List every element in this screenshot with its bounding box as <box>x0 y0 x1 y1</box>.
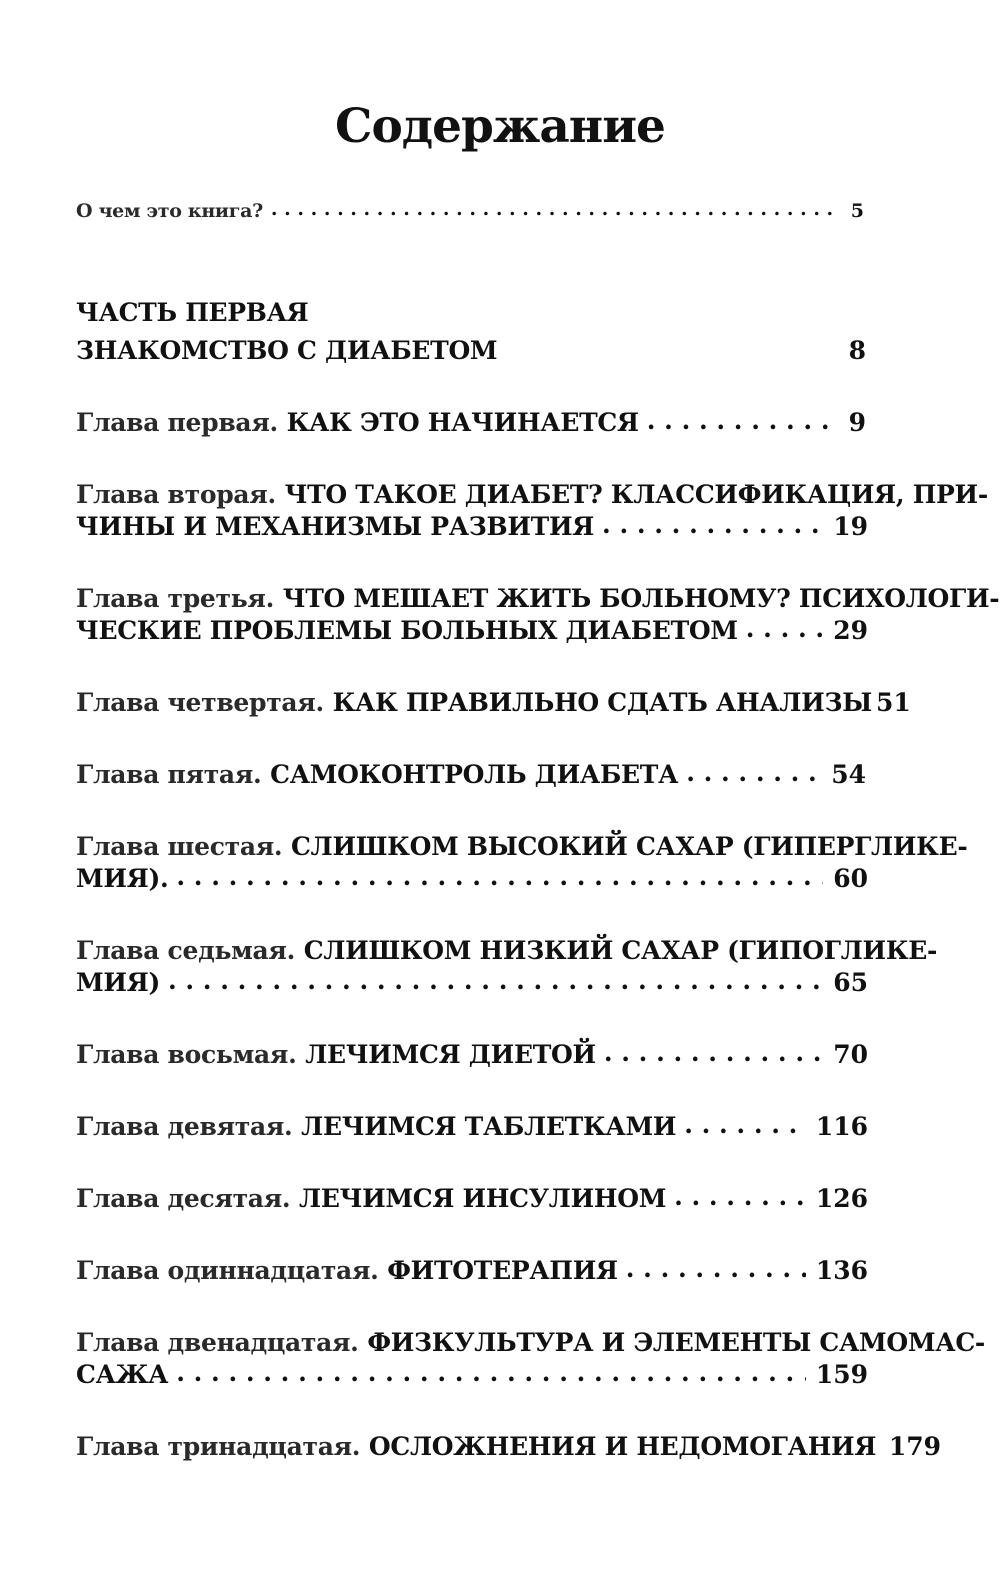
chapter-page: 60 <box>833 864 868 893</box>
chapter-label: Глава восьмая. <box>76 1040 297 1069</box>
toc-entry-chapter-11[interactable] <box>76 1254 868 1288</box>
chapter-title-line2: САЖА <box>76 1360 169 1389</box>
chapter-label: Глава тринадцатая. <box>76 1432 361 1461</box>
leader-dots <box>176 860 823 894</box>
chapter-title: ОСЛОЖНЕНИЯ И НЕДОМОГАНИЯ <box>368 1432 877 1461</box>
chapter-page: 9 <box>848 408 866 437</box>
chapter-label: Глава десятая. <box>76 1184 291 1213</box>
chapter-title: ЛЕЧИМСЯ ТАБЛЕТКАМИ <box>301 1112 677 1141</box>
chapter-page: 159 <box>815 1360 868 1389</box>
chapter-title-line1: ЧТО ТАКОЕ ДИАБЕТ? КЛАССИФИКАЦИЯ, ПРИ- <box>284 480 988 509</box>
toc-entry-part[interactable] <box>76 334 866 368</box>
toc-entry-intro[interactable] <box>76 194 864 228</box>
chapter-label: Глава шестая. <box>76 832 283 861</box>
leader-dots <box>647 404 839 438</box>
toc-entry-chapter-2[interactable] <box>76 478 988 512</box>
chapter-page: 116 <box>815 1112 868 1141</box>
chapter-page: 70 <box>833 1040 868 1069</box>
toc-entry-chapter-1[interactable] <box>76 406 866 440</box>
leader-dots <box>674 1180 806 1214</box>
toc-entry-chapter-8[interactable] <box>76 1038 868 1072</box>
leader-dots <box>684 1108 806 1142</box>
leader-dots <box>602 508 823 542</box>
leader-dots <box>626 1252 806 1286</box>
toc-entry-chapter-12-cont[interactable] <box>76 1358 868 1392</box>
chapter-page: 179 <box>888 1432 941 1461</box>
chapter-label: Глава первая. <box>76 408 278 437</box>
leader-dots <box>604 1036 823 1070</box>
toc-entry-chapter-7-cont[interactable] <box>76 966 868 1000</box>
chapter-title-line1: СЛИШКОМ НИЗКИЙ САХАР (ГИПОГЛИКЕ- <box>303 936 938 965</box>
toc-entry-chapter-7[interactable] <box>76 934 937 968</box>
chapter-label: Глава седьмая. <box>76 936 296 965</box>
part-heading-line1: ЧАСТЬ ПЕРВАЯ <box>76 298 309 327</box>
chapter-page: 54 <box>831 760 866 789</box>
chapter-label: Глава третья. <box>76 584 274 613</box>
toc-entry-chapter-4[interactable] <box>76 686 911 720</box>
leader-dots <box>271 192 841 226</box>
chapter-label: Глава одиннадцатая. <box>76 1256 379 1285</box>
chapter-title-line1: СЛИШКОМ ВЫСОКИЙ САХАР (ГИПЕРГЛИКЕ- <box>291 832 968 861</box>
chapter-title-line2: ЧИНЫ И МЕХАНИЗМЫ РАЗВИТИЯ <box>76 512 595 541</box>
toc-entry-chapter-5[interactable] <box>76 758 866 792</box>
intro-page: 5 <box>850 200 864 222</box>
toc-entry-chapter-13[interactable] <box>76 1430 941 1464</box>
chapter-label: Глава вторая. <box>76 480 276 509</box>
chapter-title: САМОКОНТРОЛЬ ДИАБЕТА <box>270 760 679 789</box>
chapter-page: 29 <box>833 616 868 645</box>
chapter-page: 126 <box>815 1184 868 1213</box>
chapter-title-line1: ФИЗКУЛЬТУРА И ЭЛЕМЕНТЫ САМОМАС- <box>367 1328 985 1357</box>
chapter-label: Глава двенадцатая. <box>76 1328 359 1357</box>
leader-dots <box>686 756 821 790</box>
toc-entry-chapter-9[interactable] <box>76 1110 868 1144</box>
chapter-page: 136 <box>815 1256 868 1285</box>
chapter-page: 19 <box>833 512 868 541</box>
chapter-title: КАК ПРАВИЛЬНО СДАТЬ АНАЛИЗЫ <box>332 688 872 717</box>
page-title: Содержание <box>335 99 665 154</box>
chapter-title: ЛЕЧИМСЯ ИНСУЛИНОМ <box>299 1184 667 1213</box>
chapter-title-line1: ЧТО МЕШАЕТ ЖИТЬ БОЛЬНОМУ? ПСИХОЛОГИ- <box>282 584 1000 613</box>
toc-entry-chapter-6-cont[interactable] <box>76 862 868 896</box>
chapter-page: 51 <box>875 688 911 717</box>
chapter-title-line2: ЧЕСКИЕ ПРОБЛЕМЫ БОЛЬНЫХ ДИАБЕТОМ <box>76 616 738 645</box>
chapter-label: Глава четвертая. <box>76 688 324 717</box>
chapter-title: ЛЕЧИМСЯ ДИЕТОЙ <box>305 1040 596 1069</box>
chapter-page: 65 <box>833 968 868 997</box>
chapter-title: ФИТОТЕРАПИЯ <box>387 1256 618 1285</box>
chapter-title-line2: МИЯ). <box>76 864 169 893</box>
leader-dots <box>176 1356 806 1390</box>
toc-entry-chapter-3[interactable] <box>76 582 999 616</box>
toc-entry-chapter-12[interactable] <box>76 1326 985 1360</box>
toc-entry-chapter-6[interactable] <box>76 830 967 864</box>
part-heading-line2: ЗНАКОМСТВО С ДИАБЕТОМ <box>76 336 498 365</box>
chapter-label: Глава девятая. <box>76 1112 293 1141</box>
chapter-title: КАК ЭТО НАЧИНАЕТСЯ <box>286 408 639 437</box>
chapter-label: Глава пятая. <box>76 760 262 789</box>
chapter-title-line2: МИЯ) <box>76 968 160 997</box>
toc-entry-chapter-10[interactable] <box>76 1182 868 1216</box>
toc-entry-chapter-3-cont[interactable] <box>76 614 868 648</box>
part-page: 8 <box>848 336 866 365</box>
intro-label: О чем это книга? <box>76 200 263 222</box>
leader-dots <box>746 612 823 646</box>
leader-dots <box>168 964 823 998</box>
toc-entry-chapter-2-cont[interactable] <box>76 510 868 544</box>
